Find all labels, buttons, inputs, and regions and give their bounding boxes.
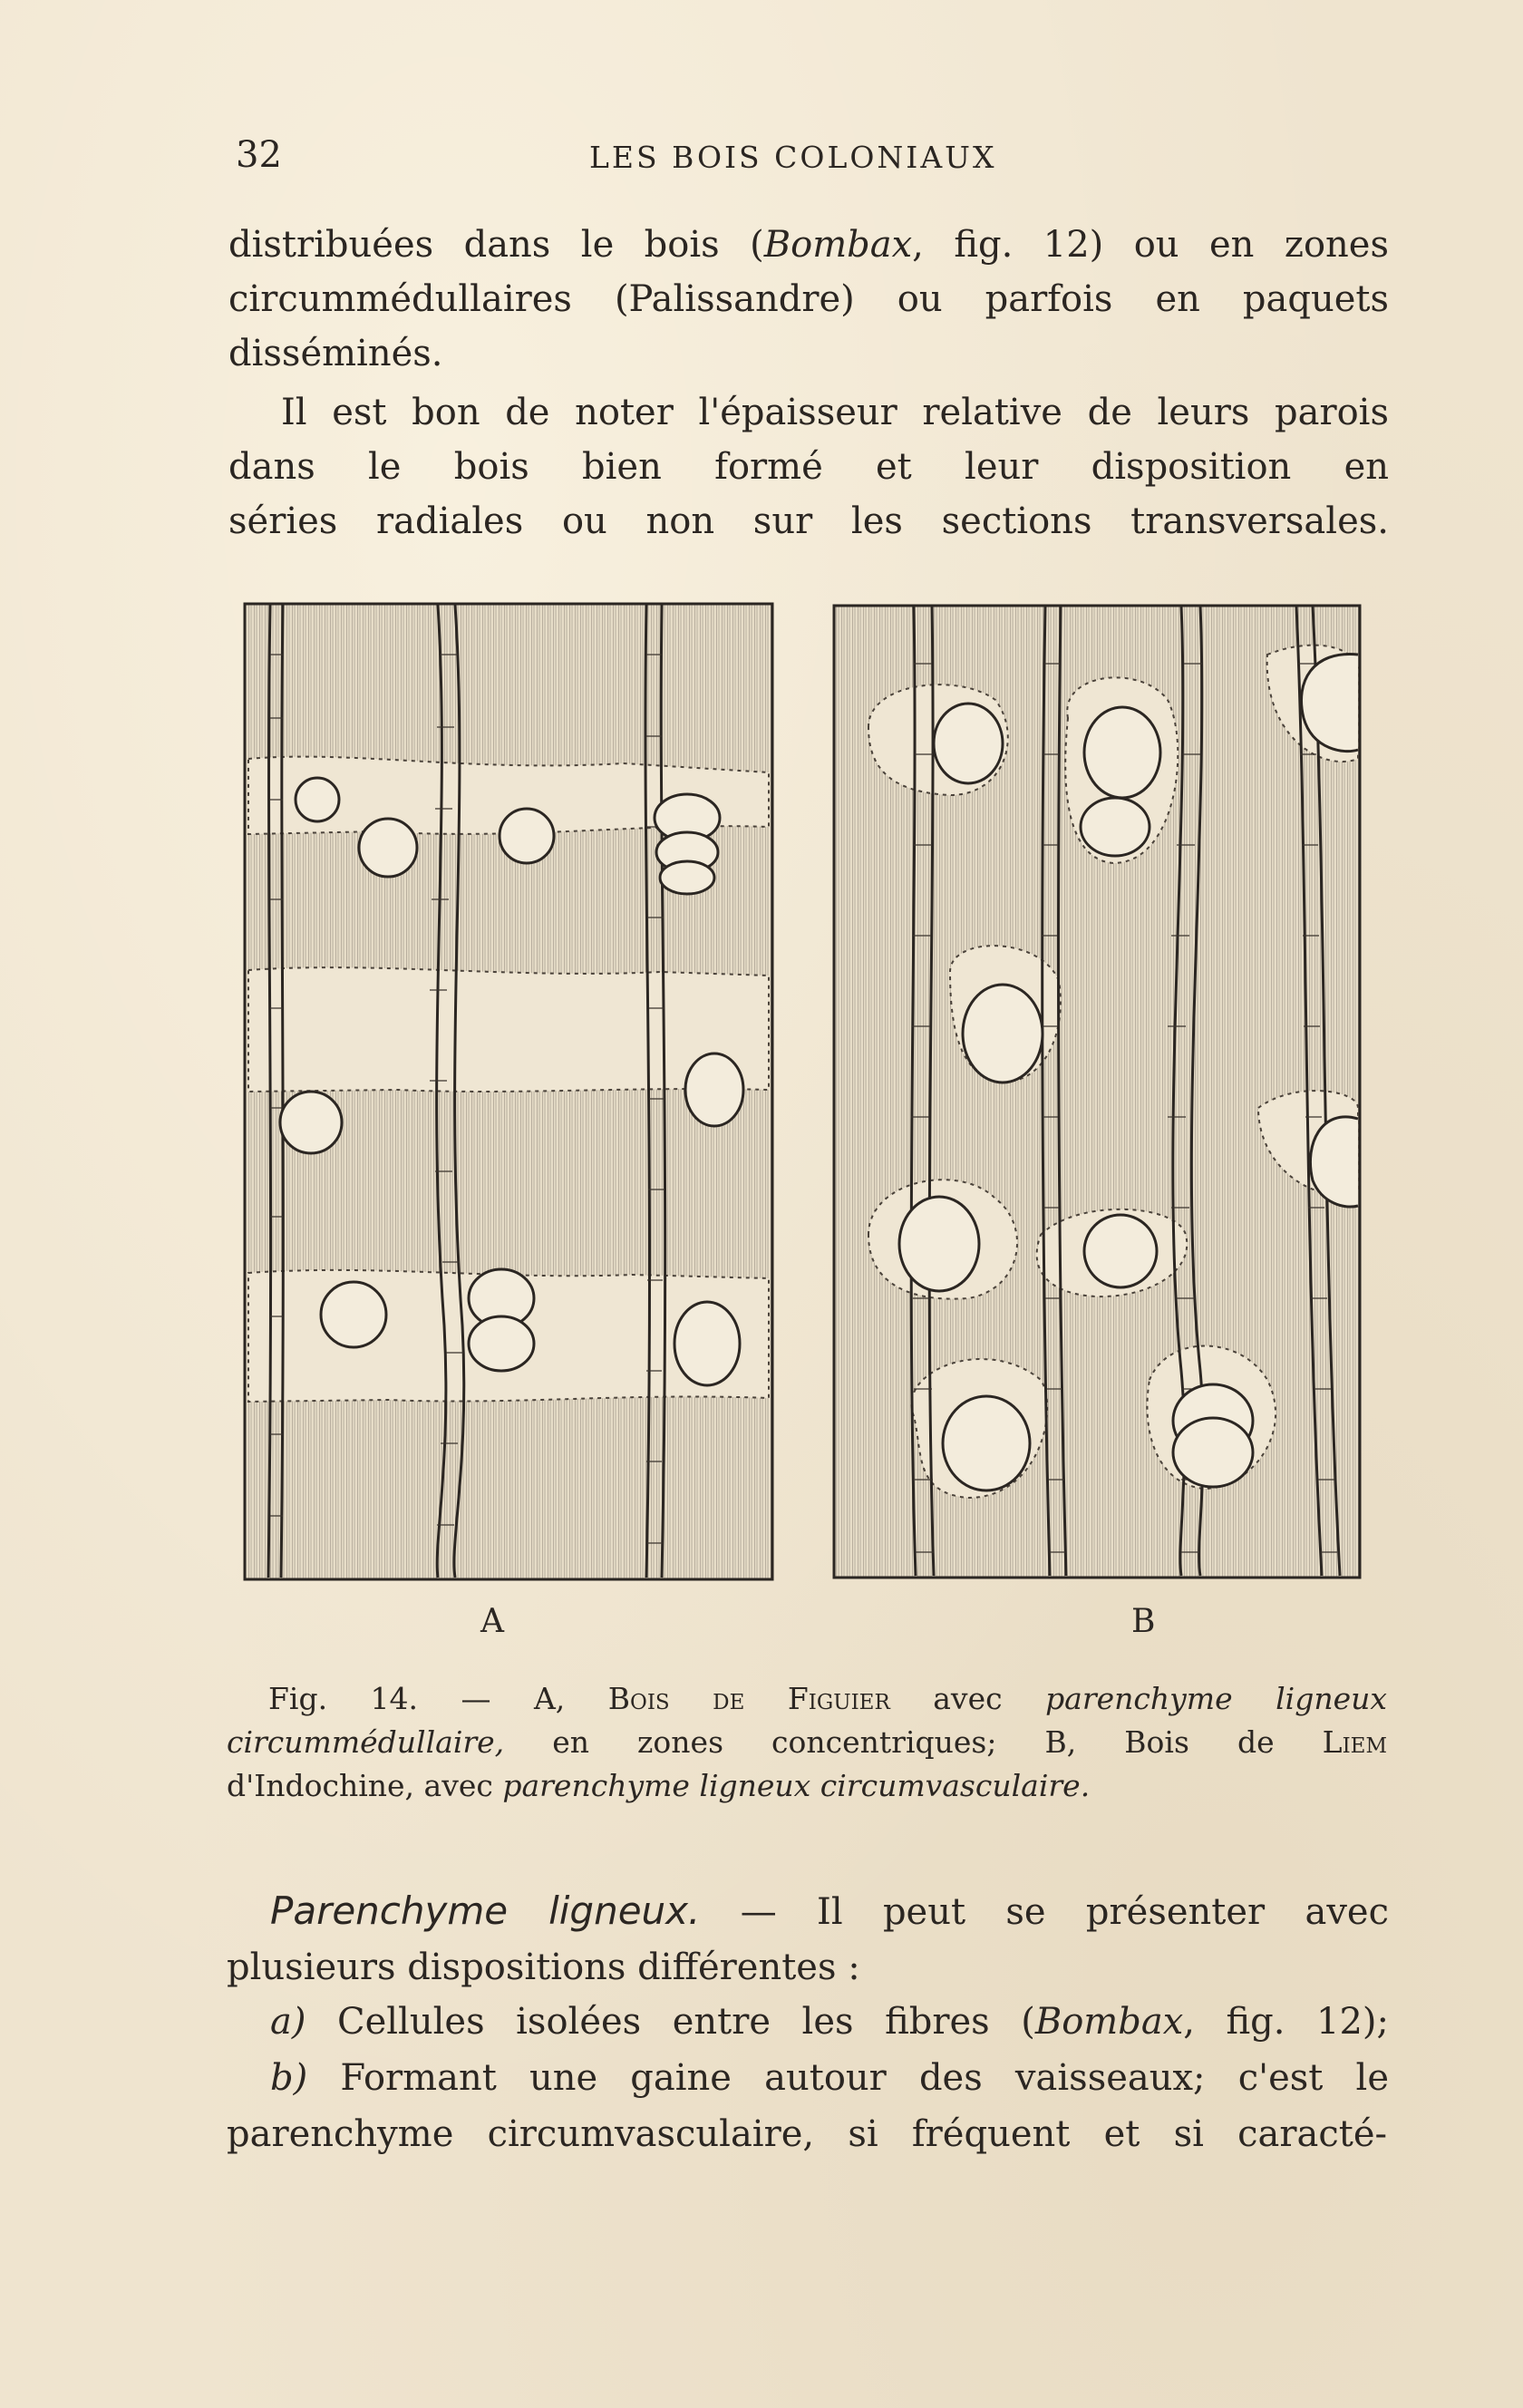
page-header [227, 134, 1387, 180]
page-number: 32 [236, 134, 282, 176]
paragraph1-line1: distribuées dans le bois (Bombax, fig. 12) ou en zones [228, 224, 1389, 266]
section-heading: Parenchyme ligneux. [270, 1889, 701, 1933]
figure-caption-line3: d'Indochine, avec parenchyme ligneux circumvasculaire. [227, 1768, 1091, 1803]
figure-14 [243, 600, 1363, 1643]
paragraph2-line1: Il est bon de noter l'épaisseur relative de leurs parois [281, 392, 1389, 433]
panel-b-label: B [1131, 1603, 1156, 1640]
panel-a-label: A [480, 1603, 504, 1640]
panel-a [245, 604, 772, 1579]
panel-b [834, 606, 1360, 1578]
section-line2: plusieurs dispositions différentes : [227, 1947, 860, 1988]
wood-section-illustration [243, 600, 1363, 1643]
figure-caption-line1: Fig. 14. — A, Bois de Figuier avec parenchyme ligneux [268, 1681, 1387, 1716]
paragraph2-line2: dans le bois bien formé et leur disposition en [228, 446, 1389, 488]
paragraph1-line3: disséminés. [228, 333, 443, 374]
paragraph1-line2: circummédullaires (Palissandre) ou parfois en paquets [228, 278, 1389, 320]
figure-caption-line2: circummédullaire, en zones concentriques; B, Bois de Liem [227, 1724, 1387, 1760]
paragraph2-line3: séries radiales ou non sur les sections transversales. [228, 500, 1389, 542]
section-last-line: parenchyme circumvasculaire, si fréquent et si caracté- [227, 2113, 1387, 2155]
section-heading-line: Parenchyme ligneux. — Il peut se présenter avec [270, 1889, 1389, 1933]
list-item-b: b) Formant une gaine autour des vaisseaux; c'est le [270, 2057, 1389, 2099]
running-title: LES BOIS COLONIAUX [589, 140, 997, 175]
list-item-a: a) Cellules isolées entre les fibres (Bombax, fig. 12); [270, 2001, 1390, 2043]
